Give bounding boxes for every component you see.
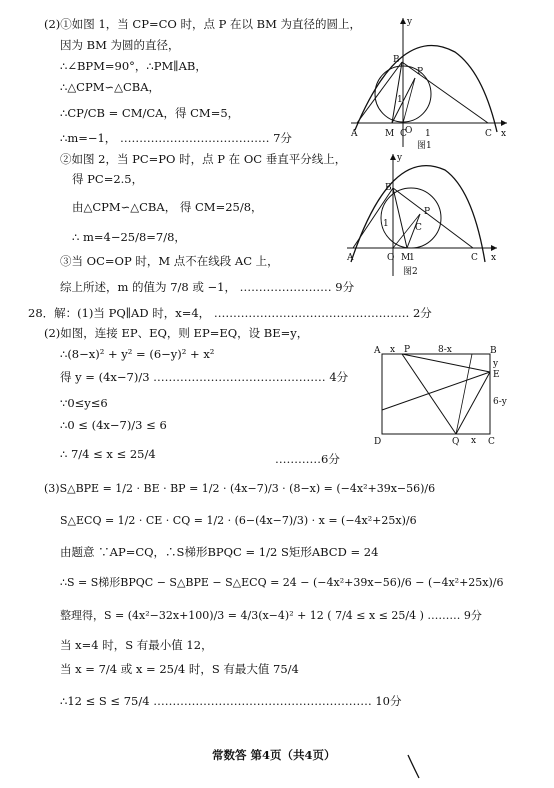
fig2-label-1-circle: 1 xyxy=(383,219,389,229)
fig2-label-b: B xyxy=(385,183,392,193)
fig3-label-8-x: 8-x xyxy=(438,345,452,355)
fig1-label-p: P xyxy=(417,67,424,77)
fig1-label-b: B xyxy=(393,55,400,65)
fig2-label-a: A xyxy=(347,253,354,263)
fig1-label-x: x xyxy=(501,129,507,139)
line-18: ∴0 ≤ (4x−7)/3 ≤ 6 xyxy=(60,418,167,432)
fig1-label-o: O xyxy=(405,126,413,136)
fig2-label-x: x xyxy=(491,253,497,263)
line-15: ∴(8−x)² + y² = (6−y)² + x² xyxy=(60,347,215,361)
fig1-label-y: y xyxy=(407,17,413,27)
line-7: ②如图 2，当 PC=PO 时，点 P 在 OC 垂直平分线上， xyxy=(60,152,347,166)
fig2-label-c-circle: C xyxy=(415,223,422,233)
line-10: ∴ m=4−25/8=7/8， xyxy=(72,230,186,244)
line-19: ∴ 7/4 ≤ x ≤ 25/4 xyxy=(60,447,156,461)
fig2-caption: 图2 xyxy=(403,267,418,277)
fig2-label-c: C xyxy=(471,253,478,263)
page-footer: 常数答 第4页（共4页） xyxy=(212,748,336,762)
fig3-label-x-top: x xyxy=(390,345,396,355)
line-22: 由题意 ∵AP=CQ，∴S梯形BPQC = 1/2 S矩形ABCD = 24 xyxy=(60,545,379,559)
fig3-label-y: y xyxy=(493,359,499,369)
line-21: S△ECQ = 1/2 · CE · CQ = 1/2 · (6−(4x−7)/3) · x = (−4x²+25x)/6 xyxy=(60,514,417,527)
line-9: 由△CPM∽△CBA， 得 CM=25/8， xyxy=(72,200,263,214)
line-23: ∴S = S梯形BPQC − S△BPE − S△ECQ = 24 − (−4x²+39x−56)/6 − (−4x²+25x)/6 xyxy=(60,576,504,589)
line-11: ③当 OC=OP 时，M 点不在线段 AC 上， xyxy=(60,254,279,268)
fig3-label-q: Q xyxy=(452,437,460,447)
fig3-label-e: E xyxy=(493,370,500,380)
fig1-label-1-axis: 1 xyxy=(425,129,431,139)
figure-2 xyxy=(345,150,505,280)
line-17: ∵0≤y≤6 xyxy=(60,396,108,410)
line-1: (2)①如图 1，当 CP=CO 时，点 P 在以 BM 为直径的圆上， xyxy=(44,17,362,31)
fig2-label-p: P xyxy=(424,207,431,217)
fig1-label-c: C xyxy=(485,129,492,139)
line-27: ∴12 ≤ S ≤ 75/4 ………………………………………………… 10分 xyxy=(60,694,402,708)
line-2: 因为 BM 为圆的直径， xyxy=(60,38,180,52)
fig3-label-c: C xyxy=(488,437,495,447)
fig3-label-6-y: 6-y xyxy=(493,397,507,407)
line-4: ∴△CPM∽△CBA， xyxy=(60,80,161,94)
fig3-label-d: D xyxy=(374,437,382,447)
line-5: ∴CP/CB = CM/CA，得 CM=5， xyxy=(60,106,240,120)
fig1-label-c-left: C xyxy=(400,129,407,139)
line-19b: …………6分 xyxy=(275,452,340,466)
line-13: 28．解：(1)当 PQ∥AD 时，x=4， …………………………………………… 2分 xyxy=(28,306,432,320)
fig2-label-o: O xyxy=(387,253,395,263)
fig3-label-x-bottom: x xyxy=(471,436,477,446)
fig1-label-1-circle: 1 xyxy=(397,95,403,105)
line-3: ∴∠BPM=90°，∴PM∥AB， xyxy=(60,59,207,73)
line-8: 得 PC=2.5， xyxy=(72,172,144,186)
fig2-label-1-axis: 1 xyxy=(409,253,415,263)
fig2-label-y: y xyxy=(397,153,403,163)
fig1-label-a: A xyxy=(351,129,358,139)
fig2-label-m: M xyxy=(401,253,411,263)
line-25: 当 x=4 时，S 有最小值 12， xyxy=(60,638,213,652)
fig1-caption: 图1 xyxy=(417,141,432,151)
figure-3 xyxy=(372,344,512,449)
fig1-label-m: M xyxy=(385,129,395,139)
line-26: 当 x = 7/4 或 x = 25/4 时，S 有最大值 75/4 xyxy=(60,662,299,676)
line-6: ∴m=−1， ………………………………… 7分 xyxy=(60,131,292,145)
fig3-label-b: B xyxy=(490,346,497,356)
line-12: 综上所述，m 的值为 7/8 或 −1， …………………… 9分 xyxy=(60,280,355,294)
figure-1 xyxy=(345,12,515,152)
line-24: 整理得，S = (4x²−32x+100)/3 = 4/3(x−4)² + 12 ( 7/4 ≤ x ≤ 25/4 ) ……… 9分 xyxy=(60,609,482,622)
line-14: (2)如图，连接 EP、EQ，则 EP=EQ，设 BE=y， xyxy=(44,326,309,340)
fig3-label-a: A xyxy=(374,346,381,356)
fig3-label-p: P xyxy=(404,345,411,355)
pen-mark xyxy=(405,752,425,782)
line-16: 得 y = (4x−7)/3 ……………………………………… 4分 xyxy=(60,370,349,384)
line-20: (3)S△BPE = 1/2 · BE · BP = 1/2 · (4x−7)/3 · (8−x) = (−4x²+39x−56)/6 xyxy=(44,482,436,495)
